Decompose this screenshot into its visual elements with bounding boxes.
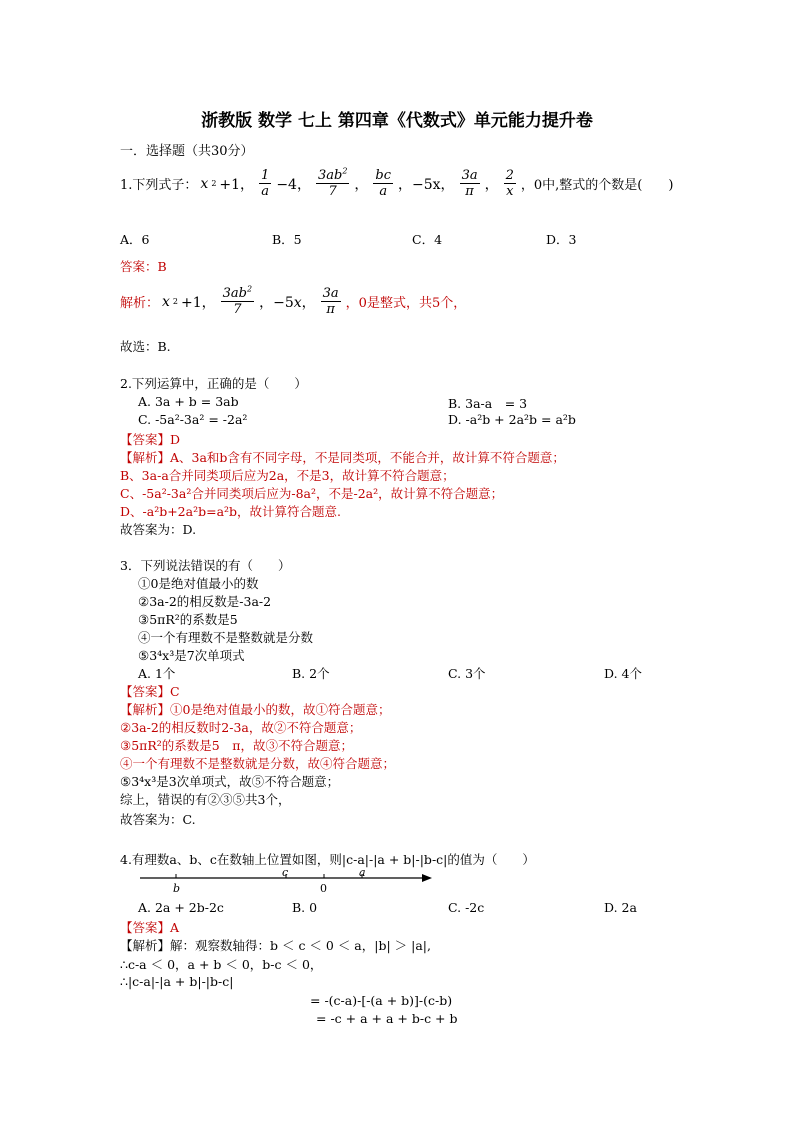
q2-analysis-line: D、-a²b+2a²b=a²b，故计算符合题意.: [120, 504, 342, 519]
q3-analysis-line: ⑤3⁴x³是3次单项式，故⑤不符合题意；: [120, 774, 340, 789]
q3-answer: 【答案】C: [120, 684, 180, 699]
q3-analysis-line: ③5πR²的系数是5 π，故③不符合题意；: [120, 738, 353, 753]
number-line-figure: [136, 868, 436, 896]
q1-conclusion: 故选：B.: [120, 339, 171, 354]
q2-answer: 【答案】D: [120, 432, 181, 447]
question-4-stem: 4.有理数a、b、c在数轴上位置如图，则|c-a|-|a + b|-|b-c|的值为（ ）: [120, 852, 535, 867]
q3-option-b[interactable]: B. 2个: [292, 666, 330, 681]
question-3-stem: 3．下列说法错误的有（ ）: [120, 558, 291, 573]
q4-analysis-line: = -c + a + a + b-c + b: [316, 1011, 458, 1026]
q2-analysis-line: B、3a-a合并同类项后应为2a，不是3，故计算不符合题意；: [120, 468, 455, 483]
q3-option-d[interactable]: D. 4个: [604, 666, 642, 681]
axis-label-a: a: [359, 868, 366, 879]
q4-analysis-line: ∴|c-a|-|a + b|-|b-c|: [120, 974, 234, 989]
q1-option-c[interactable]: C．4: [412, 232, 443, 247]
q2-analysis-line: 【解析】A、3a和b含有不同字母，不是同类项，不能合并，故计算不符合题意；: [120, 450, 565, 465]
q4-analysis-line: ∴c-a ＜ 0，a + b ＜ 0，b-c ＜ 0，: [120, 957, 323, 972]
q4-option-b[interactable]: B. 0: [292, 900, 318, 915]
q1-option-d[interactable]: D．3: [546, 232, 577, 247]
q1-option-b[interactable]: B．5: [272, 232, 302, 247]
q2-analysis-line: C、-5a²-3a²合并同类项后应为-8a²，不是-2a²，故计算不符合题意；: [120, 486, 504, 501]
q2-conclusion: 故答案为：D.: [120, 522, 197, 537]
question-1-stem: 1.下列式子： x 2 +1， $\frac{1}{a}$ −4， $\frac{3ab^2}{7}$ ， $\frac{bc}{a}$ ，−5x， $\frac{3a}{\pi}$ ， $\frac{2}{x}$ ，0中,整式的个数是( ): [120, 166, 674, 199]
page-title: 浙教版 数学 七上 第四章《代数式》单元能力提升卷: [201, 111, 593, 131]
number-line-arrow: [422, 874, 432, 882]
q3-statement: ①0是绝对值最小的数: [138, 576, 259, 591]
q4-option-d[interactable]: D. 2a: [604, 900, 637, 915]
q3-analysis-line: 综上，错误的有②③⑤共3个，: [120, 792, 291, 807]
q1-answer: 答案：B: [120, 259, 167, 274]
axis-label-0: 0: [320, 882, 327, 895]
q4-analysis-line: 【解析】解：观察数轴得：b ＜ c ＜ 0 ＜ a，|b| ＞ |a|,: [120, 938, 431, 953]
q3-analysis-line: ④一个有理数不是整数就是分数，故④符合题意；: [120, 756, 396, 771]
q3-analysis-line: ②3a-2的相反数时2-3a，故②不符合题意；: [120, 720, 362, 735]
q3-statement: ③5πR²的系数是5: [138, 612, 238, 627]
q3-conclusion: 故答案为：C.: [120, 812, 196, 827]
q4-option-a[interactable]: A. 2a + 2b-2c: [138, 900, 224, 915]
q3-analysis-line: 【解析】①0是绝对值最小的数，故①符合题意；: [120, 702, 391, 717]
q4-option-c[interactable]: C. -2c: [448, 900, 485, 915]
q4-answer: 【答案】A: [120, 920, 180, 935]
q3-statement: ⑤3⁴x³是7次单项式: [138, 648, 245, 663]
q3-option-a[interactable]: A. 1个: [138, 666, 176, 681]
q2-option-d[interactable]: D. -a²b + 2a²b = a²b: [448, 412, 576, 427]
q1-option-a[interactable]: A．6: [120, 232, 150, 247]
section-heading: 一．选择题（共30分）: [120, 144, 254, 159]
question-2-stem: 2.下列运算中，正确的是（ ）: [120, 376, 307, 391]
q1-analysis: 解析： x 2 +1， $\frac{3ab^2}{7}$ ，−5x， $\frac{3a}{\pi}$ ，0是整式，共5个，: [120, 284, 467, 317]
q2-option-a[interactable]: A. 3a + b = 3ab: [138, 394, 239, 409]
q4-analysis-line: = -(c-a)-[-(a + b)]-(c-b): [310, 993, 453, 1008]
q3-option-c[interactable]: C. 3个: [448, 666, 486, 681]
q2-option-b[interactable]: B. 3a-a = 3: [448, 396, 528, 411]
q3-statement: ④一个有理数不是整数就是分数: [138, 630, 314, 645]
axis-label-b: b: [173, 882, 181, 895]
q2-option-c[interactable]: C. -5a²-3a² = -2a²: [138, 412, 248, 427]
axis-label-c: c: [282, 868, 289, 879]
q3-statement: ②3a-2的相反数是-3a-2: [138, 594, 272, 609]
